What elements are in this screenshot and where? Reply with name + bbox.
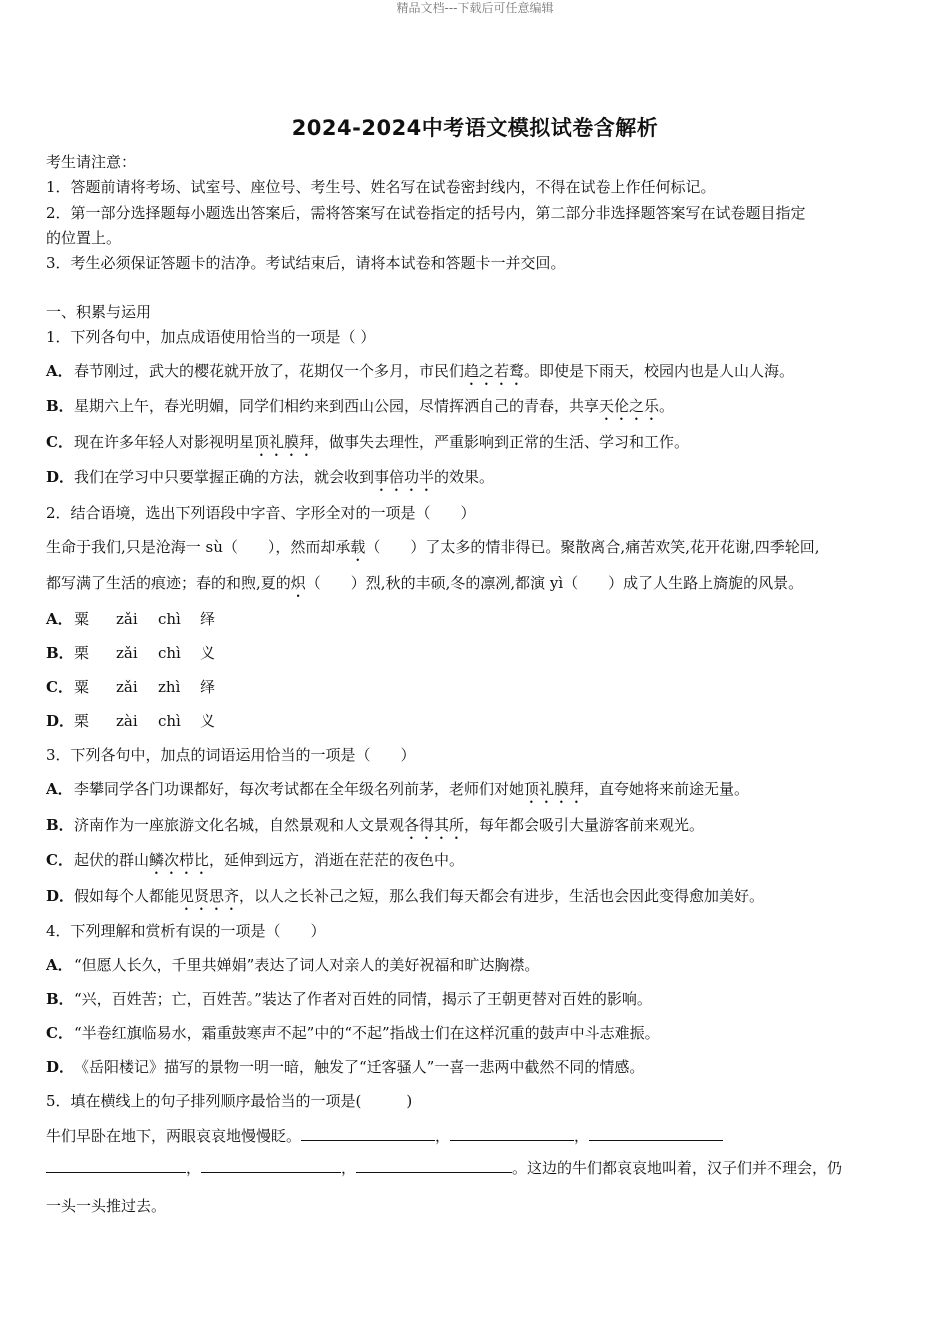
- q1-stem: 1．下列各句中，加点成语使用恰当的一项是（ ）: [46, 328, 376, 346]
- passage-text: 生命于我们,只是沧海一 sù（ ），然而却承: [46, 538, 351, 556]
- option-label: B．: [46, 816, 74, 834]
- option-cell: 义: [200, 644, 216, 662]
- option-cell: zài: [116, 712, 138, 730]
- notice-item-1: 1．答题前请将考场、试室号、座位号、考生号、姓名写在试卷密封线内，不得在试卷上作任何标记。: [46, 178, 716, 196]
- option-cell: 粟: [74, 610, 90, 628]
- q4-option-b: [46, 989, 906, 1009]
- q3-option-d: [46, 886, 906, 914]
- q2-option-a: [46, 609, 906, 629]
- q4-stem: 4．下列理解和赏析有误的一项是（ ）: [46, 922, 326, 940]
- q3-stem: 3．下列各句中，加点的词语运用恰当的一项是（ ）: [46, 746, 416, 764]
- punctuation: ，: [186, 1159, 202, 1177]
- option-label: C．: [46, 1024, 73, 1042]
- option-text: ，做事失去理性，严重影响到正常的生活、学习和工作。: [314, 433, 690, 451]
- q3-option-c: [46, 850, 906, 878]
- dotted-idiom: 各得其所: [404, 816, 465, 834]
- q4-option-d: [46, 1057, 906, 1077]
- option-label: C．: [46, 678, 73, 696]
- q4-option-c: [46, 1023, 906, 1043]
- dotted-idiom: 顶礼膜拜: [254, 433, 315, 451]
- passage-text: （ ）烈,秋的丰硕,冬的凛冽,都演 yì（ ）成了人生路上旖旎的风景。: [305, 574, 804, 592]
- q1-option-c: [46, 432, 906, 460]
- q1-option-d: [46, 467, 906, 495]
- option-text: “兴，百姓苦；亡，百姓苦。”装达了作者对百姓的同情，揭示了王朝更替对百姓的影响。: [74, 990, 652, 1008]
- option-cell: zǎi: [116, 678, 138, 696]
- option-label: B．: [46, 397, 74, 415]
- q2-stem: 2．结合语境，选出下列语段中字音、字形全对的一项是（ ）: [46, 504, 476, 522]
- q4-option-a: [46, 955, 906, 975]
- notice-item-3: 3．考生必须保证答题卡的洁净。考试结束后，请将本试卷和答题卡一并交回。: [46, 254, 566, 272]
- passage-text: 都写满了生活的痕迹；春的和煦,夏的: [46, 574, 291, 592]
- fill-blank[interactable]: [450, 1126, 574, 1141]
- option-label: A．: [46, 780, 73, 798]
- option-cell: chì: [158, 644, 181, 662]
- option-cell: 栗: [74, 644, 90, 662]
- q2-option-b: [46, 643, 906, 663]
- option-text: 假如每个人都能: [74, 887, 180, 905]
- section-heading: 一、积累与运用: [46, 303, 152, 321]
- option-text: 起伏的群山: [74, 851, 150, 869]
- dotted-idiom: 趋之若鹜: [464, 362, 525, 380]
- option-cell: chì: [158, 610, 181, 628]
- punctuation: ，: [574, 1127, 590, 1145]
- option-label: A．: [46, 956, 73, 974]
- option-text: 星期六上午，春光明媚，同学们相约来到西山公园，尽情挥洒自己的青春，共享: [74, 397, 600, 415]
- option-label: C．: [46, 433, 73, 451]
- passage-text: （ ）了太多的情非得已。聚散离合,痛苦欢笑,花开花谢,四季轮回,: [365, 538, 820, 556]
- q2-passage-line-1: [46, 537, 906, 565]
- header-watermark: 精品文档---下载后可任意编辑: [396, 1, 554, 15]
- option-label: B．: [46, 644, 74, 662]
- option-text: ，每年都会吸引大量游客前来观光。: [464, 816, 705, 834]
- q5-line-2: [46, 1158, 906, 1178]
- option-text: ，延伸到远方，消逝在茫茫的夜色中。: [209, 851, 465, 869]
- q2-option-d: [46, 711, 906, 731]
- option-cell: 栗: [74, 712, 90, 730]
- notice-item-2-cont: 的位置上。: [46, 229, 122, 247]
- q2-passage-line-2: [46, 573, 906, 601]
- notice-heading: 考生请注意：: [46, 153, 137, 171]
- option-cell: 绎: [200, 678, 216, 696]
- q3-option-b: [46, 815, 906, 843]
- option-cell: chì: [158, 712, 181, 730]
- option-text: 。即使是下雨天，校园内也是人山人海。: [524, 362, 795, 380]
- q5-stem: 5．填在横线上的句子排列顺序最恰当的一项是( ): [46, 1092, 413, 1110]
- option-text: ，以人之长补己之短，那么我们每天都会有进步，生活也会因此变得愈加美好。: [239, 887, 765, 905]
- q1-option-a: [46, 361, 906, 389]
- fill-blank[interactable]: [201, 1158, 341, 1173]
- fill-blank[interactable]: [46, 1158, 186, 1173]
- option-cell: 绎: [200, 610, 216, 628]
- option-cell: zhì: [158, 678, 181, 696]
- dotted-char: 载: [350, 538, 366, 556]
- option-text: “半卷红旗临易水，霜重鼓寒声不起”中的“不起”指战士们在这样沉重的鼓声中斗志难振。: [74, 1024, 660, 1042]
- dotted-idiom: 事倍功半: [374, 468, 435, 486]
- q3-option-a: [46, 779, 906, 807]
- notice-item-2: 2．第一部分选择题每小题选出答案后，需将答案写在试卷指定的括号内，第二部分非选择题答案写在试卷题目指定: [46, 204, 806, 222]
- option-cell: zǎi: [116, 610, 138, 628]
- option-text: 春节刚过，武大的樱花就开放了，花期仅一个多月，市民们: [74, 362, 465, 380]
- option-label: D．: [46, 468, 75, 486]
- punctuation: ，: [341, 1159, 357, 1177]
- option-text: 济南作为一座旅游文化名城，自然景观和人文景观: [74, 816, 405, 834]
- option-label: B．: [46, 990, 74, 1008]
- q2-option-c: [46, 677, 906, 697]
- punctuation: ，: [435, 1127, 451, 1145]
- q1-option-b: [46, 396, 906, 424]
- passage-text: 牛们早卧在地下，两眼哀哀地慢慢眨。: [46, 1127, 302, 1145]
- option-text: 的效果。: [434, 468, 495, 486]
- dotted-idiom: 天伦之乐: [599, 397, 660, 415]
- option-cell: 义: [200, 712, 216, 730]
- page-title: 2024-2024中考语文模拟试卷含解析: [291, 116, 659, 140]
- q5-line-1: [46, 1126, 906, 1146]
- option-label: D．: [46, 712, 75, 730]
- passage-text: 。这边的牛们都哀哀地叫着，汉子们并不理会，仍: [512, 1159, 843, 1177]
- dotted-idiom: 鳞次栉比: [149, 851, 210, 869]
- option-cell: 粟: [74, 678, 90, 696]
- option-text: 《岳阳楼记》描写的景物一明一暗，触发了“迁客骚人”一喜一悲两中截然不同的情感。: [74, 1058, 645, 1076]
- option-text: 现在许多年轻人对影视明星: [74, 433, 255, 451]
- option-text: ，直夸她将来前途无量。: [584, 780, 750, 798]
- option-text: 。: [659, 397, 675, 415]
- option-label: D．: [46, 1058, 75, 1076]
- option-label: A．: [46, 610, 73, 628]
- option-text: “但愿人长久，千里共婵娟”表达了词人对亲人的美好祝福和旷达胸襟。: [74, 956, 540, 974]
- q5-line-3: 一头一头推过去。: [46, 1197, 167, 1215]
- option-label: D．: [46, 887, 75, 905]
- dotted-char: 炽: [290, 574, 306, 592]
- fill-blank[interactable]: [589, 1126, 723, 1141]
- option-text: 李攀同学各门功课都好，每次考试都在全年级名列前茅，老师们对她: [74, 780, 525, 798]
- option-text: 我们在学习中只要掌握正确的方法，就会收到: [74, 468, 375, 486]
- option-cell: zǎi: [116, 644, 138, 662]
- option-label: C．: [46, 851, 73, 869]
- fill-blank[interactable]: [356, 1158, 512, 1173]
- dotted-idiom: 见贤思齐: [179, 887, 240, 905]
- option-label: A．: [46, 362, 73, 380]
- dotted-idiom: 顶礼膜拜: [524, 780, 585, 798]
- fill-blank[interactable]: [301, 1126, 435, 1141]
